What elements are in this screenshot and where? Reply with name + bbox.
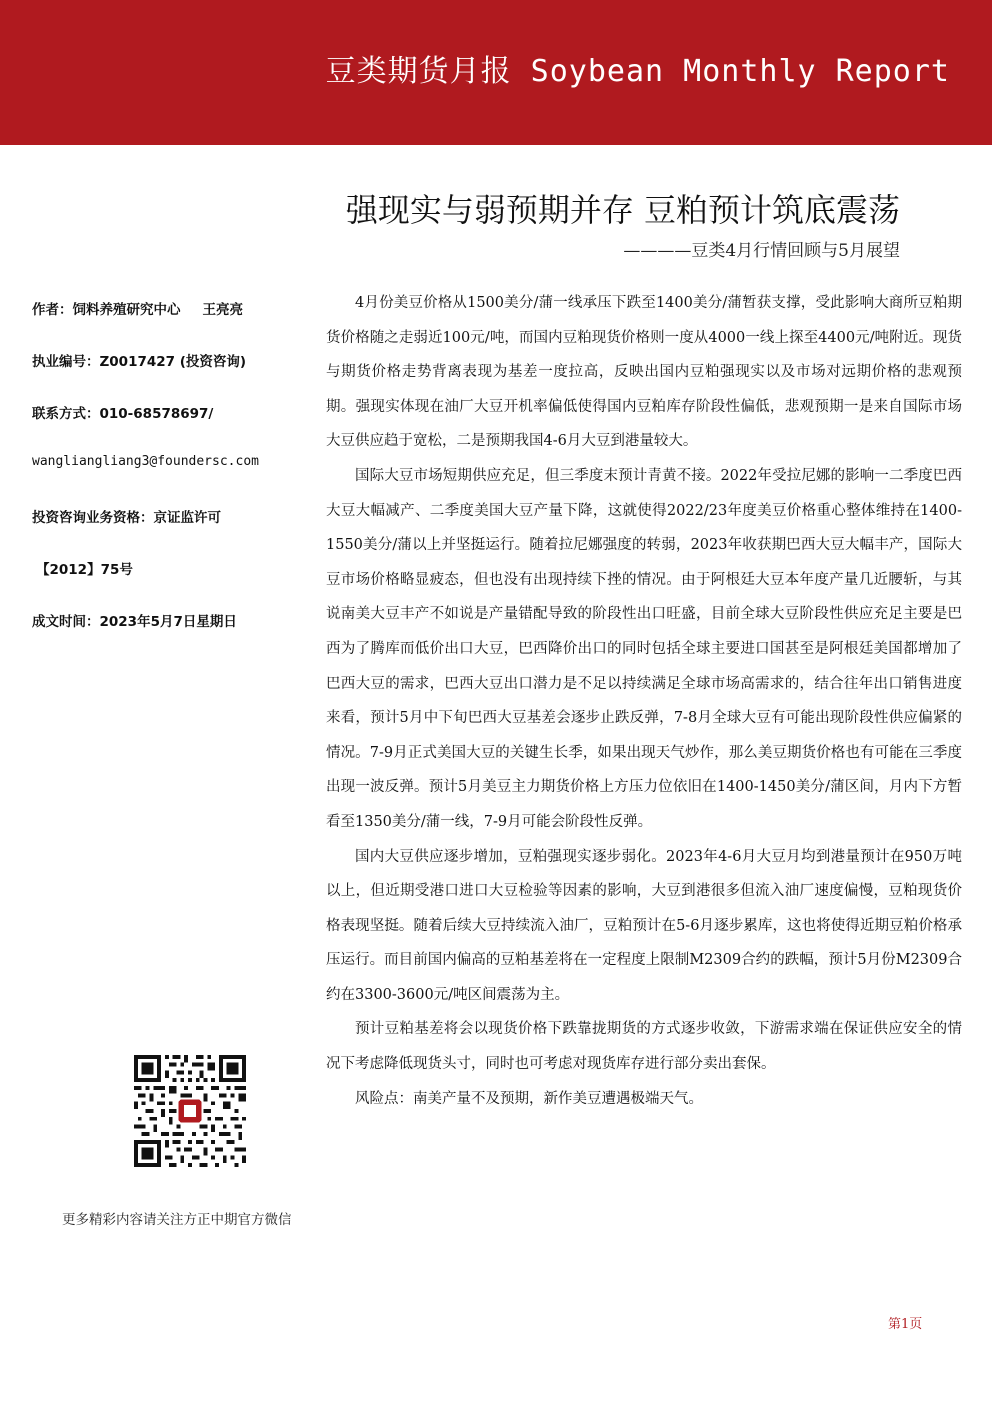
report-date: 成文时间：2023年5月7日星期日: [32, 614, 237, 630]
author-line: [32, 298, 243, 318]
report-title: 强现实与弱预期并存 豆粕预计筑底震荡: [345, 191, 900, 229]
body-paragraph: 4月份美豆价格从1500美分/蒲一线承压下跌至1400美分/蒲暂获支撑，受此影响大商所豆粕期货价格随之走弱近100元/吨，而国内豆粕现货价格则一度从4000一线上探至4400元/吨附近。现货与期货价格走势背离表现为基差一度拉高，反映出国内豆粕强现实以及市场对远期价格的悲观预期。强现实体现在油厂大豆开机率偏低使得国内豆粕库存阶段性偏低，悲观预期一是来自国际市场大豆供应趋于宽松，二是预期我国4-6月大豆到港量较大。: [326, 295, 962, 450]
body-paragraph: 风险点：南美产量不及预期，新作美豆遭遇极端天气。: [355, 1090, 703, 1107]
banner-title: 豆类期货月报 Soybean Monthly Report: [325, 54, 950, 89]
report-subtitle: ————豆类4月行情回顾与5月展望: [623, 241, 900, 261]
author-name: 王亮亮: [202, 302, 243, 318]
contact-phone: 联系方式：010-68578697/: [32, 406, 214, 422]
body-paragraph: 国内大豆供应逐步增加，豆粕强现实逐步弱化。2023年4-6月大豆月均到港量预计在950万吨以上，但近期受港口进口大豆检验等因素的影响，大豆到港很多但流入油厂速度偏慢，豆粕现货价格表现坚挺。随着后续大豆持续流入油厂，豆粕预计在5-6月逐步累库，这也将使得近期豆粕价格承压运行。而目前国内偏高的豆粕基差将在一定程度上限制M2309合约的跌幅，预计5月份M2309合约在3300-3600元/吨区间震荡为主。: [326, 848, 962, 1003]
license-number: 执业编号：Z0017427 (投资咨询): [32, 354, 247, 370]
body-paragraph: 国际大豆市场短期供应充足，但三季度末预计青黄不接。2022年受拉尼娜的影响一二季度巴西大豆大幅减产、二季度美国大豆产量下降，这就使得2022/23年度美豆价格重心整体维持在1400-1550美分/蒲以上并坚挺运行。随着拉尼娜强度的转弱，2023年收获期巴西大豆大幅丰产，国际大豆市场价格略显疲态，但也没有出现持续下挫的情况。由于阿根廷大豆本年度产量几近腰斩，与其说南美大豆丰产不如说是产量错配导致的阶段性出口旺盛，目前全球大豆阶段性供应充足主要是巴西为了腾库而低价出口大豆，巴西降价出口的同时包括全球主要进口国甚至是阿根廷美国都增加了巴西大豆的需求，巴西大豆出口潜力是不足以持续满足全球市场高需求的，结合往年出口销售进度来看，预计5月中下旬巴西大豆基差会逐步止跌反弹，7-8月全球大豆有可能出现阶段性供应偏紧的情况。7-9月正式美国大豆的关键生长季，如果出现天气炒作，那么美豆期货价格也有可能在三季度出现一波反弹。预计5月美豆主力期货价格上方压力位依旧在1400-1450美分/蒲区间，月内下方暂看至1350美分/蒲一线，7-9月可能会阶段性反弹。: [326, 467, 962, 830]
author-label: 作者：饲料养殖研究中心: [32, 302, 181, 318]
page-number: 第1页: [888, 1317, 923, 1332]
qualification-line-2: 【2012】75号: [36, 562, 133, 578]
qualification-line-1: 投资咨询业务资格：京证监许可: [32, 510, 221, 526]
contact-email[interactable]: wangliangliang3@foundersc.com: [32, 454, 259, 469]
qr-code-icon: [134, 1055, 246, 1167]
report-body: [326, 286, 962, 1116]
report-banner: [0, 0, 992, 145]
body-paragraph: 预计豆粕基差将会以现货价格下跌靠拢期货的方式逐步收敛，下游需求端在保证供应安全的情况下考虑降低现货头寸，同时也可考虑对现货库存进行部分卖出套保。: [326, 1021, 962, 1073]
qr-caption: 更多精彩内容请关注方正中期官方微信: [62, 1212, 292, 1228]
